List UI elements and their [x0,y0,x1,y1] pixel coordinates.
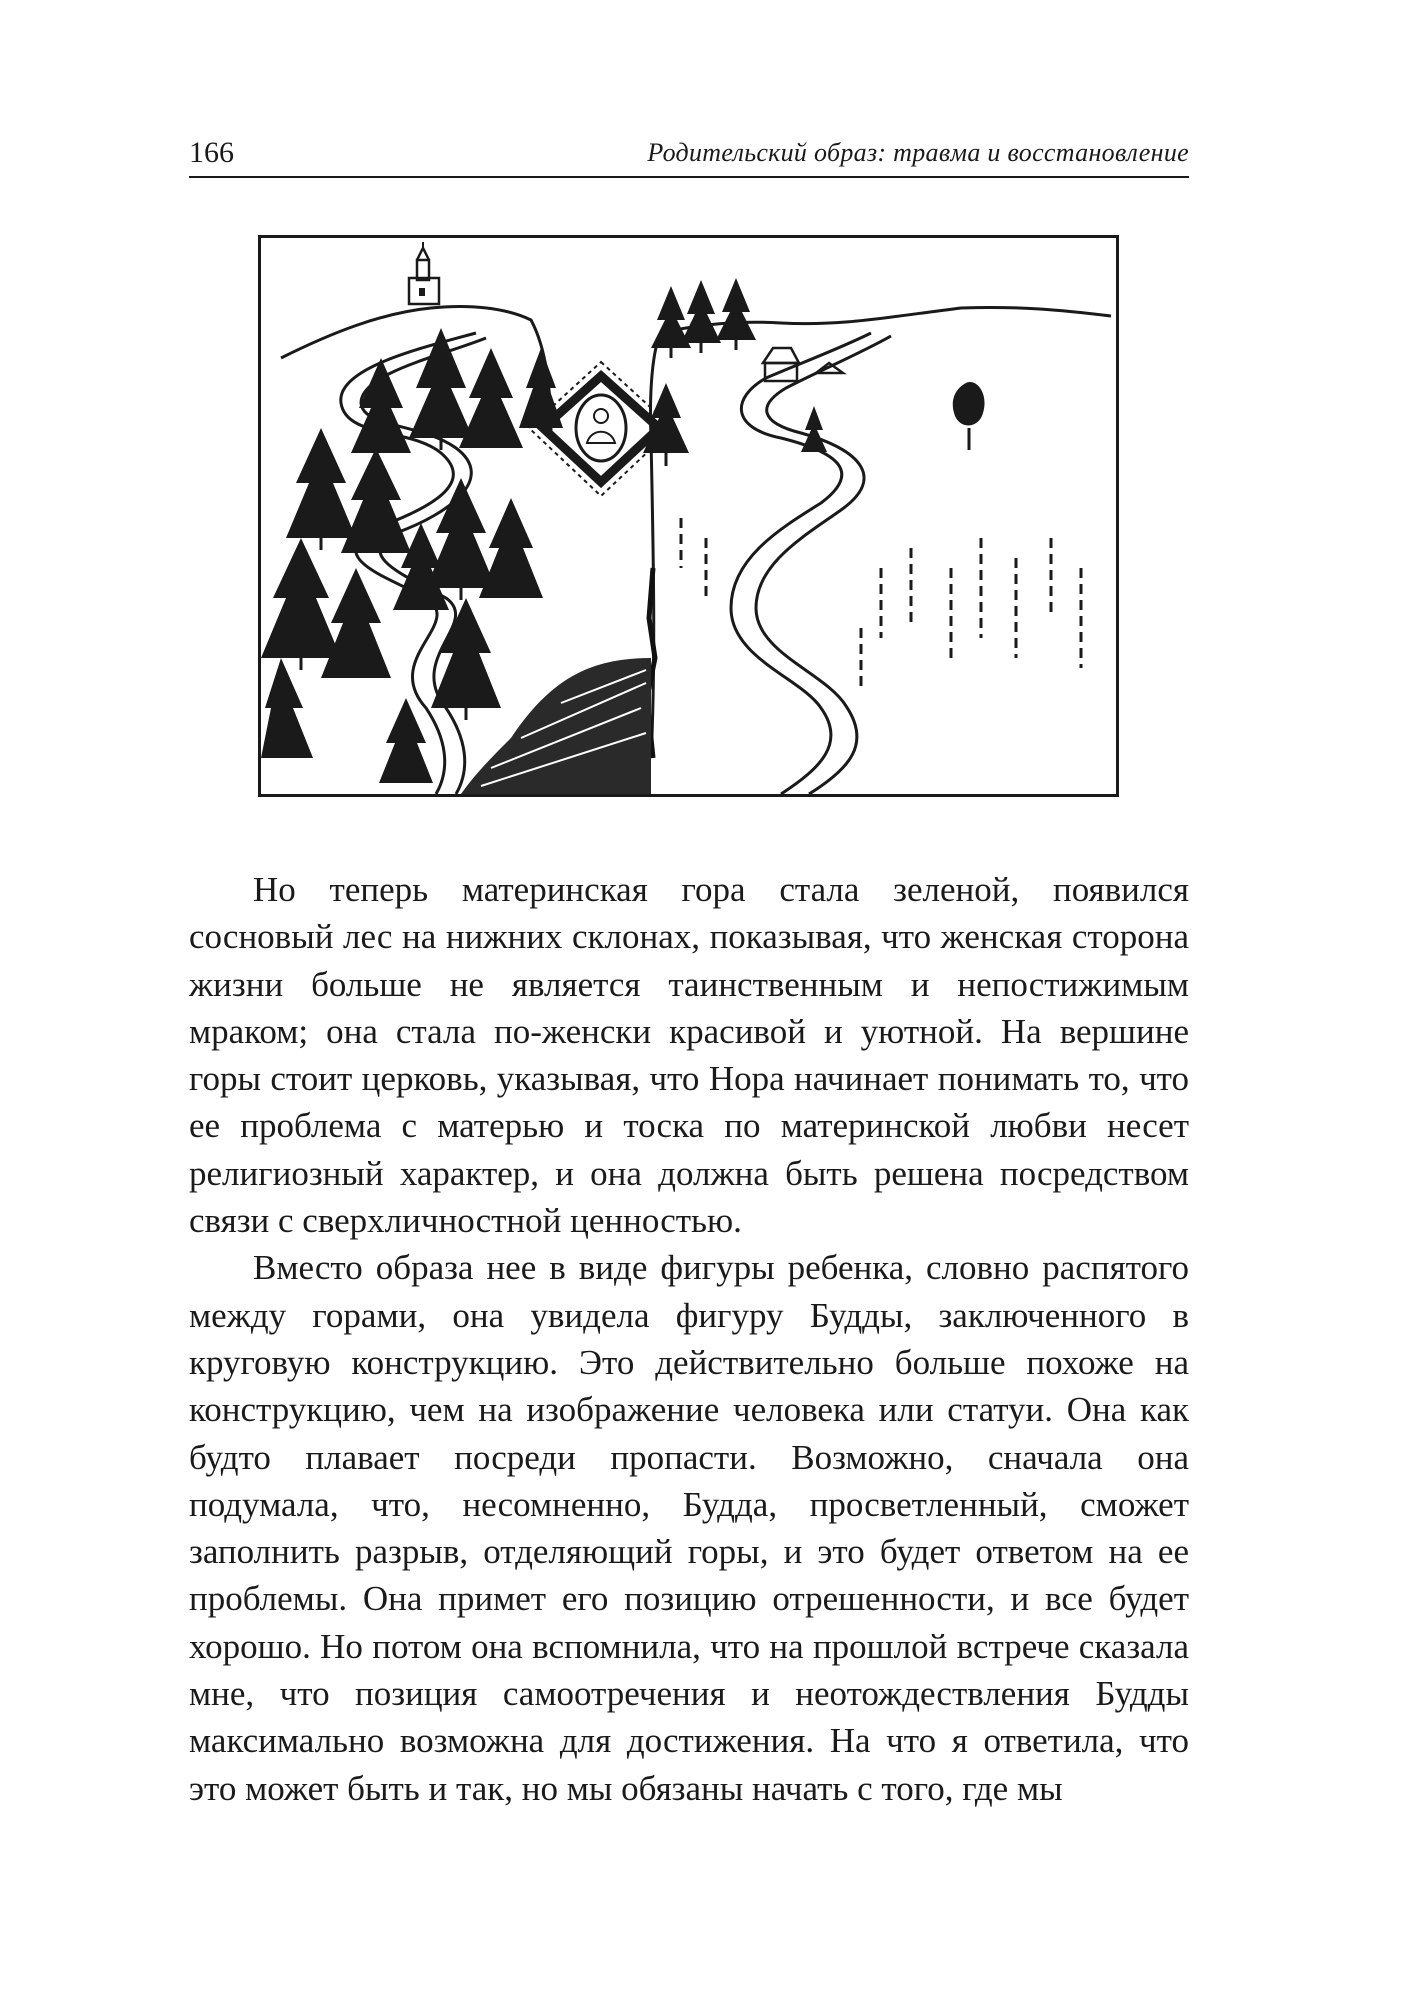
church-icon [409,242,439,304]
body-text [189,866,1189,1812]
running-title: Родительский образ: травма и восстановление [647,138,1189,167]
figure-drawing [258,235,1119,797]
page-number: 166 [189,136,234,169]
running-head [189,132,1189,178]
mountains-drawing-icon [261,238,1116,794]
paragraph: Но теперь материнская гора стала зеленой, появился сосновый лес на нижних склонах, показывая, что женская сторона жизни больше не является таинственным и непостижимым мраком; она стала по-женски красивой и уютной. На вершине горы стоит церковь, указывая, что Нора начинает понимать то, что ее проблема с матерью и тоска по материнской любви несет религиозный характер, и она должна быть решена посредством связи с сверхличностной ценностью. [189,870,1189,1241]
paragraph: Вместо образа нее в виде фигуры ребенка, словно распятого между горами, она увидела фигуру Будды, заключенного в круговую конструкцию. Это действительно больше похоже на конструкцию, чем на изображение человека или статуи. Она как будто плавает посреди пропасти. Возможно, сначала она подумала, что, несомненно, Будда, просветленный, сможет заполнить разрыв, отделяющий горы, и это будет ответом на ее проблемы. Она примет его позицию отрешенности, и все будет хорошо. Но потом она вспомнила, что на прошлой встрече сказала мне, что позиция самоотречения и неотождествления Будды максимально возможна для достижения. На что я ответила, что это может быть и так, но мы обязаны начать с того, где мы [189,1248,1189,1808]
